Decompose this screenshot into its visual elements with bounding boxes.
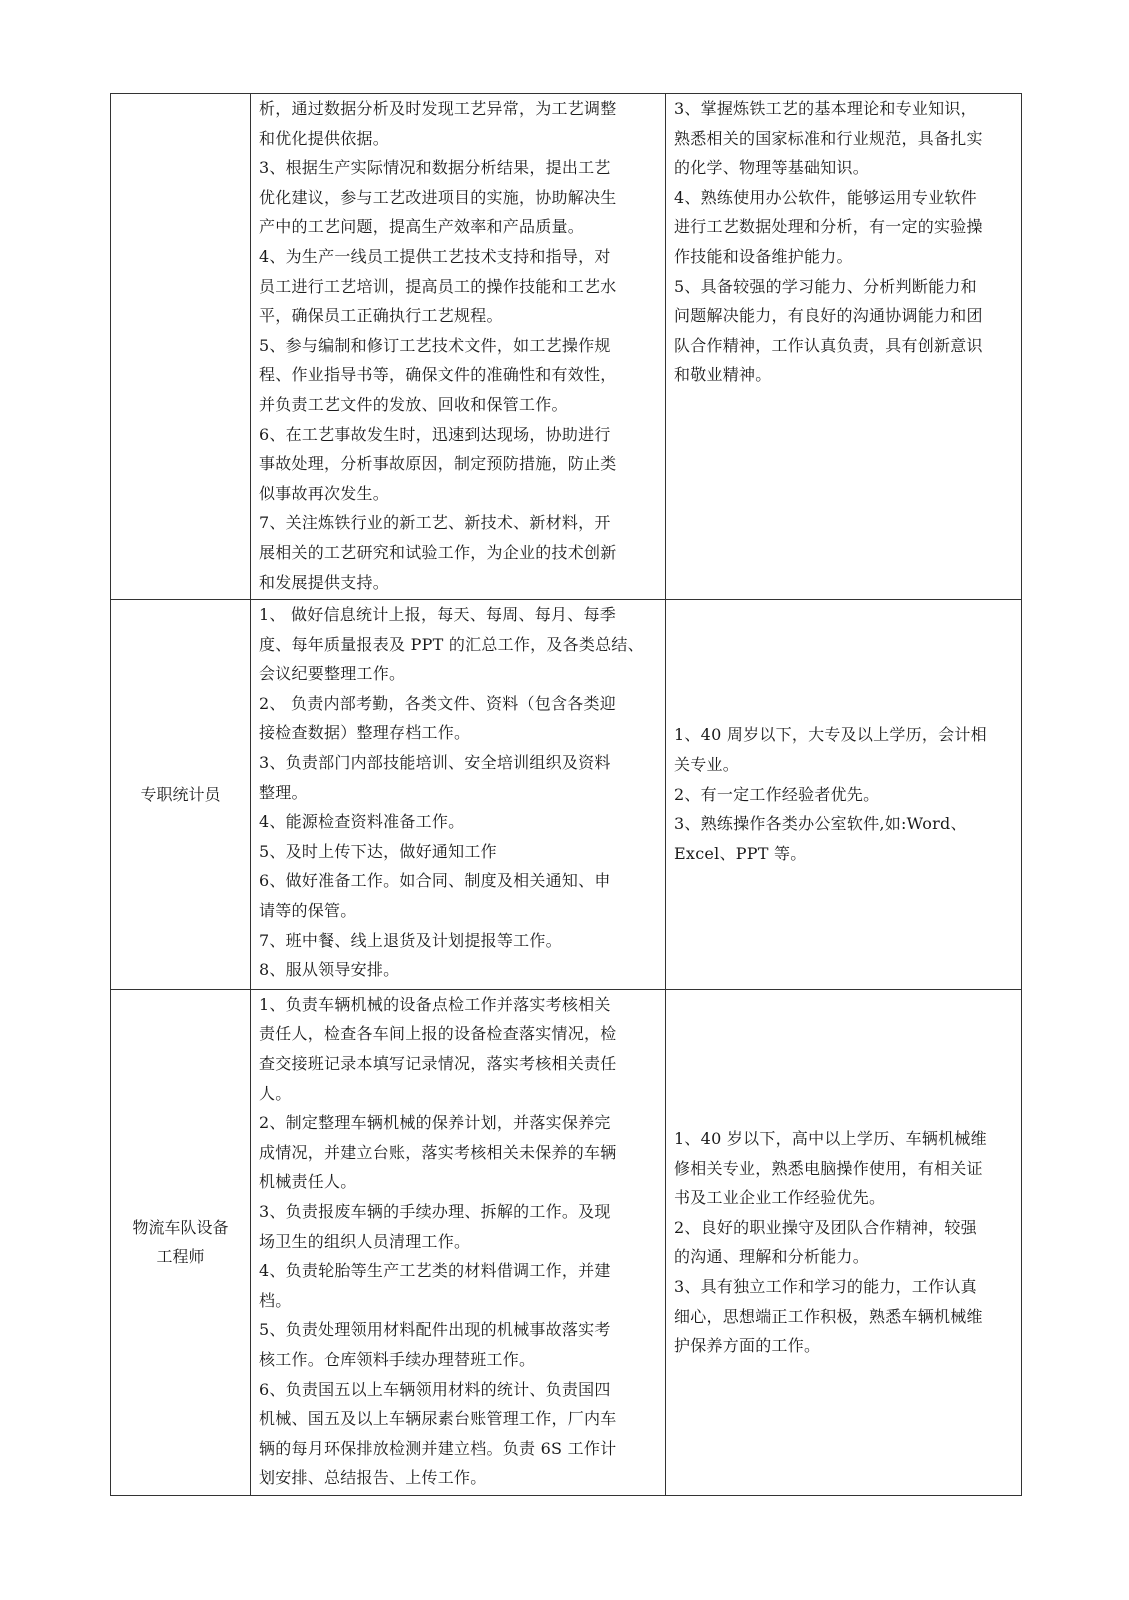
text-line: 4、负责轮胎等生产工艺类的材料借调工作，并建: [259, 1261, 611, 1281]
text-line: 优化建议，参与工艺改进项目的实施，协助解决生: [259, 187, 617, 207]
text-line: 的沟通、理解和分析能力。: [674, 1247, 870, 1267]
text-line: 5、及时上传下达，做好通知工作: [259, 841, 497, 861]
requirements-cell: [666, 989, 1022, 1495]
text-line: 和优化提供依据。: [259, 128, 390, 148]
text-line: 问题解决能力，有良好的沟通协调能力和团: [674, 306, 983, 326]
text-line: 5、负责处理领用材料配件出现的机械事故落实考: [259, 1320, 611, 1340]
text-line: 进行工艺数据处理和分析，有一定的实验操: [674, 217, 983, 237]
text-line: 辆的每月环保排放检测并建立档。负责 6S 工作计: [259, 1438, 617, 1458]
text-line: 队合作精神，工作认真负责，具有创新意识: [674, 335, 983, 355]
text-line: 8、服从领导安排。: [259, 960, 400, 980]
text-line: 3、根据生产实际情况和数据分析结果，提出工艺: [259, 158, 611, 178]
text-line: 析，通过数据分析及时发现工艺异常，为工艺调整: [259, 99, 617, 118]
text-line: 机械责任人。: [259, 1172, 357, 1192]
job-table: [110, 93, 1022, 1496]
text-line: 展相关的工艺研究和试验工作，为企业的技术创新: [259, 542, 617, 562]
text-line: 1、40 岁以下，高中以上学历、车辆机械维: [674, 1128, 987, 1148]
text-line: 作技能和设备维护能力。: [674, 246, 853, 266]
text-line: 请等的保管。: [259, 901, 357, 921]
table-row: [111, 94, 1022, 600]
text-line: 似事故再次发生。: [259, 483, 390, 503]
position-title-line: 物流车队设备: [132, 1218, 229, 1238]
duties-cell: [251, 989, 666, 1495]
position-cell: [111, 94, 251, 600]
text-line: 2、有一定工作经验者优先。: [674, 784, 880, 804]
text-line: 责任人，检查各车间上报的设备检查落实情况，检: [259, 1024, 617, 1044]
text-line: 4、为生产一线员工提供工艺技术支持和指导，对: [259, 246, 611, 266]
table-row: [111, 989, 1022, 1495]
text-line: 护保养方面的工作。: [674, 1336, 821, 1356]
text-line: 并负责工艺文件的发放、回收和保管工作。: [259, 394, 568, 414]
text-line: 3、具有独立工作和学习的能力，工作认真: [674, 1276, 977, 1296]
text-line: 细心，思想端正工作积极，熟悉车辆机械维: [674, 1306, 983, 1326]
text-line: 2、制定整理车辆机械的保养计划，并落实保养完: [259, 1113, 611, 1133]
text-line: 的化学、物理等基础知识。: [674, 158, 870, 178]
text-line: 成情况，并建立台账，落实考核相关未保养的车辆: [259, 1142, 617, 1162]
text-line: 产中的工艺问题，提高生产效率和产品质量。: [259, 217, 585, 237]
text-line: 整理。: [259, 782, 308, 802]
text-line: 6、负责国五以上车辆领用材料的统计、负责国四: [259, 1379, 611, 1399]
text-line: 和发展提供支持。: [259, 572, 390, 592]
text-line: Excel、PPT 等。: [674, 843, 807, 863]
text-line: 平，确保员工正确执行工艺规程。: [259, 306, 503, 326]
text-line: 书及工业企业工作经验优先。: [674, 1188, 886, 1208]
duties-cell: [251, 94, 666, 600]
text-line: 会议纪要整理工作。: [259, 664, 406, 684]
requirements-cell: [666, 600, 1022, 990]
text-line: 1、 做好信息统计上报，每天、每周、每月、每季: [259, 605, 617, 625]
text-line: 5、参与编制和修订工艺技术文件，如工艺操作规: [259, 335, 611, 355]
text-line: 3、掌握炼铁工艺的基本理论和专业知识，: [674, 99, 977, 118]
text-line: 机械、国五及以上车辆尿素台账管理工作，厂内车: [259, 1409, 617, 1429]
text-line: 4、熟练使用办公软件，能够运用专业软件: [674, 187, 977, 207]
text-line: 和敬业精神。: [674, 365, 772, 385]
text-line: 程、作业指导书等，确保文件的准确性和有效性，: [259, 365, 617, 385]
text-line: 1、负责车辆机械的设备点检工作并落实考核相关: [259, 994, 611, 1014]
text-line: 6、做好准备工作。如合同、制度及相关通知、申: [259, 871, 611, 891]
text-line: 员工进行工艺培训，提高员工的操作技能和工艺水: [259, 276, 617, 296]
position-title: 专职统计员: [140, 784, 221, 804]
text-line: 6、在工艺事故发生时，迅速到达现场，协助进行: [259, 424, 611, 444]
text-line: 关专业。: [674, 755, 740, 775]
text-line: 1、40 周岁以下，大专及以上学历，会计相: [674, 725, 987, 745]
text-line: 接检查数据）整理存档工作。: [259, 723, 471, 743]
text-line: 修相关专业，熟悉电脑操作使用，有相关证: [674, 1158, 983, 1178]
text-line: 7、关注炼铁行业的新工艺、新技术、新材料，开: [259, 513, 611, 533]
table-row: [111, 600, 1022, 990]
text-line: 事故处理，分析事故原因，制定预防措施，防止类: [259, 454, 617, 474]
text-line: 7、班中餐、线上退货及计划提报等工作。: [259, 930, 562, 950]
text-line: 查交接班记录本填写记录情况，落实考核相关责任: [259, 1054, 617, 1073]
text-line: 档。: [259, 1290, 292, 1310]
text-line: 3、负责部门内部技能培训、安全培训组织及资料: [259, 753, 611, 773]
duties-cell: [251, 600, 666, 990]
text-line: 4、能源检查资料准备工作。: [259, 812, 465, 832]
text-line: 2、 负责内部考勤，各类文件、资料（包含各类迎: [259, 693, 617, 713]
text-line: 度、每年质量报表及 PPT 的汇总工作，及各类总结、: [259, 634, 644, 654]
text-line: 2、良好的职业操守及团队合作精神，较强: [674, 1217, 977, 1237]
requirements-cell: [666, 94, 1022, 600]
position-title-line: 工程师: [156, 1247, 205, 1267]
text-line: 3、熟练操作各类办公室软件,如:Word、: [674, 814, 967, 834]
text-line: 3、负责报废车辆的手续办理、拆解的工作。及现: [259, 1201, 611, 1221]
text-line: 熟悉相关的国家标准和行业规范，具备扎实: [674, 128, 983, 148]
text-line: 核工作。仓库领料手续办理替班工作。: [259, 1349, 536, 1369]
text-line: 场卫生的组织人员清理工作。: [259, 1231, 471, 1251]
text-line: 人。: [259, 1083, 292, 1103]
text-line: 划安排、总结报告、上传工作。: [259, 1468, 487, 1488]
position-cell: [111, 600, 251, 990]
position-cell: [111, 989, 251, 1495]
text-line: 5、具备较强的学习能力、分析判断能力和: [674, 276, 977, 296]
